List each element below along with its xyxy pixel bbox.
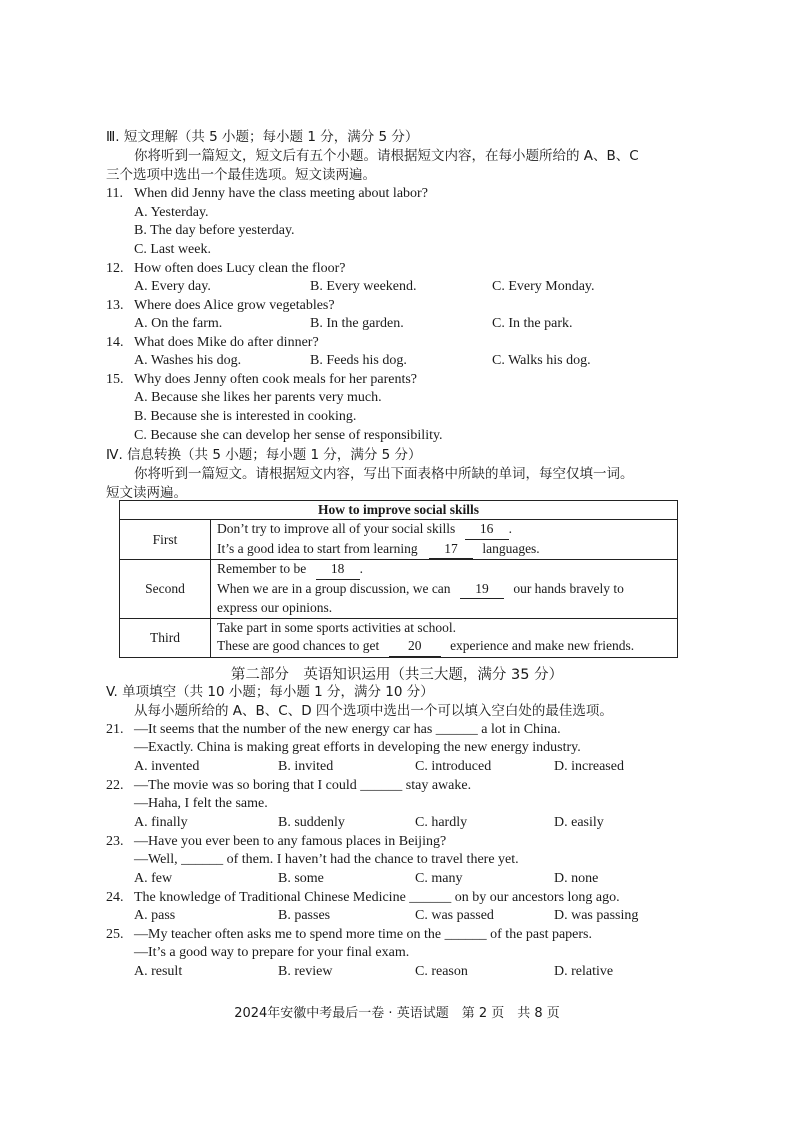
cell-text: Remember to be [217,561,307,576]
question-number: 23. [106,834,124,849]
table-title: How to improve social skills [120,501,678,520]
row-label: Second [120,560,211,619]
option-c: C. Walks his dog. [492,353,591,368]
section-4-instruction: 你将听到一篇短文。请根据短文内容，写出下面表格中所缺的单词，每空仅填一词。 [134,466,634,482]
blank-16[interactable]: 16 [465,520,509,540]
option-b: B. Because she is interested in cooking. [134,409,357,424]
section-3-heading: Ⅲ. 短文理解（共 5 小题；每小题 1 分，满分 5 分） [106,129,419,145]
option-d: D. was passing [554,908,639,923]
cell-text: It’s a good idea to start from learning [217,540,418,556]
question-number: 13. [106,298,124,313]
option-c: C. hardly [415,815,468,830]
option-a: A. pass [134,908,176,923]
question-number: 15. [106,372,124,387]
option-b: B. The day before yesterday. [134,223,295,238]
option-c: C. Last week. [134,242,211,257]
question-line: —The movie was so boring that I could ______ stay awake. [134,778,472,793]
table-row [120,560,678,619]
question-line: —My teacher often asks me to spend more time on the ______ of the past papers. [134,927,592,942]
question-stem: When did Jenny have the class meeting about labor? [134,186,428,201]
question-number: 21. [106,722,124,737]
option-c: C. was passed [415,908,494,923]
option-a: A. few [134,871,173,886]
cell-text: . [508,521,512,536]
question-line: The knowledge of Traditional Chinese Medicine ______ on by our ancestors long ago. [134,890,620,905]
cell-text: . [359,561,363,576]
blank-17[interactable]: 17 [429,540,473,560]
option-c: C. reason [415,964,468,979]
question-number: 22. [106,778,124,793]
question-stem: What does Mike do after dinner? [134,335,319,350]
option-c: C. Every Monday. [492,279,595,294]
option-a: A. finally [134,815,188,830]
option-b: B. invited [278,759,334,774]
question-number: 14. [106,335,124,350]
table-row [120,520,678,560]
option-d: D. increased [554,759,624,774]
cell-text: express our opinions. [217,600,333,615]
cell-text: These are good chances to get [217,638,380,653]
question-stem: How often does Lucy clean the floor? [134,261,346,276]
cell-text: When we are in a group discussion, we can [217,580,451,596]
option-c: C. many [415,871,463,886]
section-3-instruction: 你将听到一篇短文，短文后有五个小题。请根据短文内容，在每小题所给的 A、B、C [134,148,639,164]
option-a: A. result [134,964,183,979]
cell-text: Don’t try to improve all of your social skills [217,521,456,536]
part-2-heading: 第二部分 英语知识运用（共三大题，满分 35 分） [230,667,564,683]
blank-18[interactable]: 18 [316,560,360,580]
option-a: A. Yesterday. [134,205,209,220]
option-d: D. relative [554,964,614,979]
cell-text: languages. [482,540,540,556]
section-4-heading: Ⅳ. 信息转换（共 5 小题；每小题 1 分，满分 5 分） [106,447,422,463]
question-number: 12. [106,261,124,276]
row-content [211,520,678,560]
question-line: —Have you ever been to any famous places in Beijing? [134,834,447,849]
option-d: D. none [554,871,599,886]
option-c: C. In the park. [492,316,573,331]
row-label: Third [120,618,211,657]
question-number: 25. [106,927,124,942]
table-header-row [120,501,678,520]
option-a: A. Washes his dog. [134,353,242,368]
question-line: —It’s a good way to prepare for your final exam. [134,945,410,960]
blank-19[interactable]: 19 [460,580,504,600]
section-4-instruction-cont: 短文读两遍。 [106,485,187,501]
question-number: 11. [106,186,123,201]
option-a: A. Every day. [134,279,211,294]
question-line: —It seems that the number of the new energy car has ______ a lot in China. [134,722,561,737]
option-b: B. suddenly [278,815,345,830]
option-d: D. easily [554,815,604,830]
question-stem: Why does Jenny often cook meals for her parents? [134,372,418,387]
cell-text: our hands bravely to [513,580,624,596]
option-a: A. invented [134,759,200,774]
question-line: —Well, ______ of them. I haven’t had the chance to travel there yet. [134,852,519,867]
option-c: C. Because she can develop her sense of responsibility. [134,428,443,443]
option-b: B. some [278,871,324,886]
option-b: B. Feeds his dog. [310,353,407,368]
blank-20[interactable]: 20 [389,637,441,657]
cell-text: Take part in some sports activities at school. [217,619,456,635]
question-line: —Haha, I felt the same. [134,796,268,811]
question-stem: Where does Alice grow vegetables? [134,298,335,313]
option-c: C. introduced [415,759,492,774]
section-3-instruction-cont: 三个选项中选出一个最佳选项。短文读两遍。 [106,167,376,183]
row-label: First [120,520,211,560]
social-skills-table [119,500,678,658]
row-content [211,618,678,657]
option-b: B. In the garden. [310,316,404,331]
option-b: B. review [278,964,333,979]
option-b: B. passes [278,908,331,923]
page-footer: 2024年安徽中考最后一卷 · 英语试题 第 2 页 共 8 页 [234,1006,560,1021]
question-number: 24. [106,890,124,905]
question-line: —Exactly. China is making great efforts in developing the new energy industry. [134,740,581,755]
section-5-heading: V. 单项填空（共 10 小题；每小题 1 分，满分 10 分） [106,684,434,700]
option-a: A. On the farm. [134,316,223,331]
row-content [211,560,678,619]
table-row [120,618,678,657]
cell-text: experience and make new friends. [450,638,635,653]
option-b: B. Every weekend. [310,279,417,294]
section-5-instruction: 从每小题所给的 A、B、C、D 四个选项中选出一个可以填入空白处的最佳选项。 [134,703,613,719]
option-a: A. Because she likes her parents very much. [134,390,382,405]
